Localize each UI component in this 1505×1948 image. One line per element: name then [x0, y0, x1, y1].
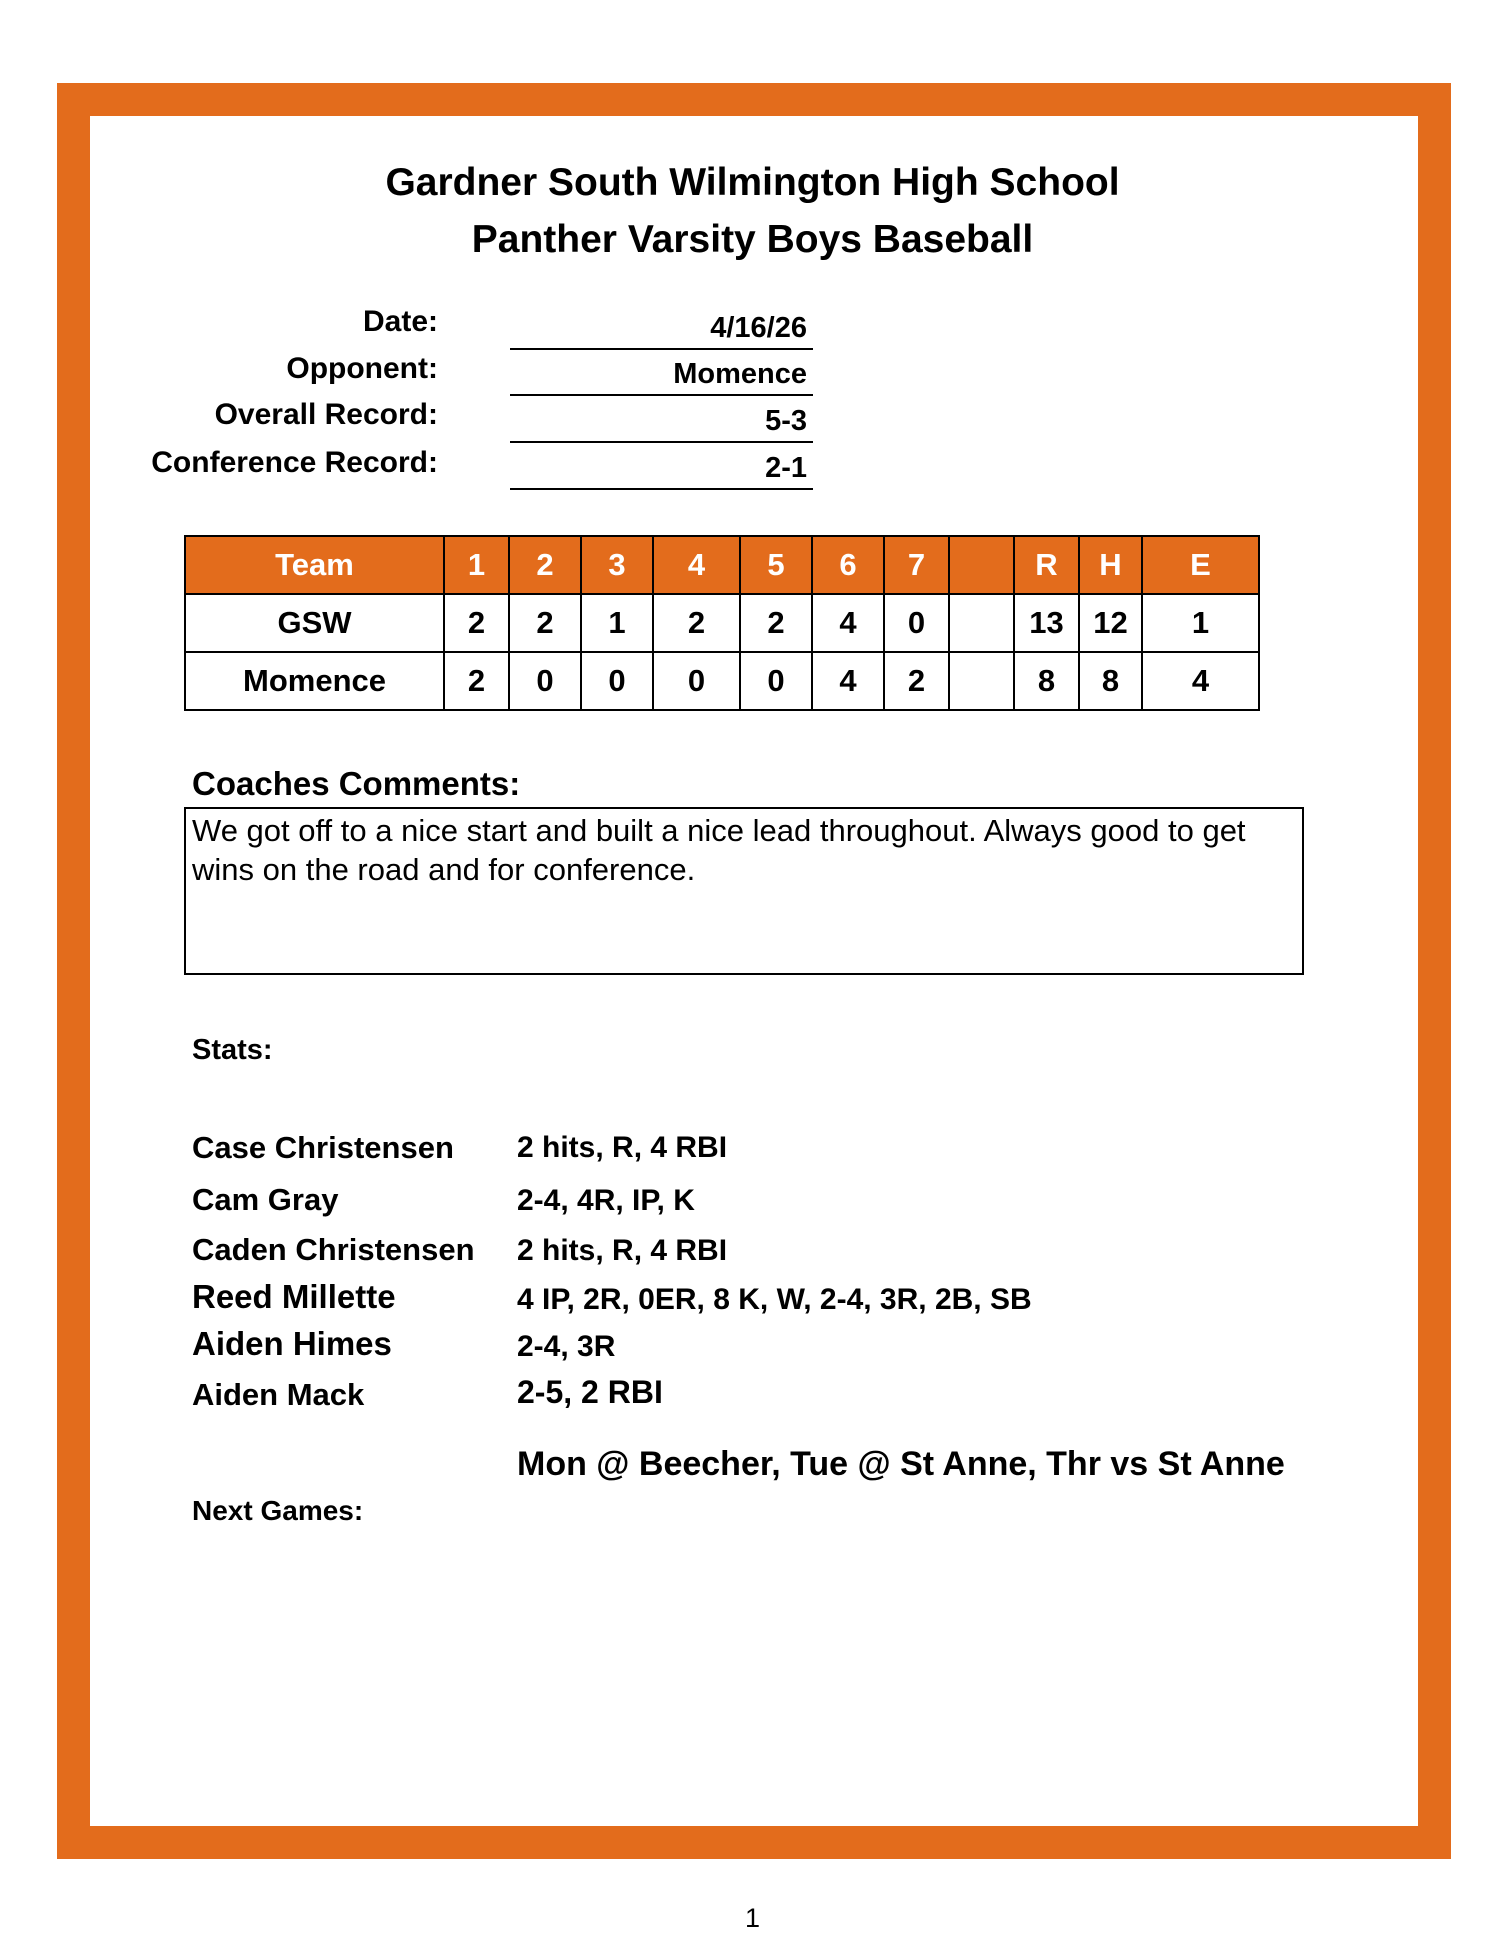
comments-text: We got off to a nice start and built a nice lead throughout. Always good to get wins on the road and for conference.: [184, 807, 1304, 975]
line-score-table: [184, 535, 1260, 711]
inning-score: 2: [740, 594, 812, 652]
header-inning-3: 3: [581, 536, 653, 594]
spacer-cell: [949, 652, 1014, 710]
conference-record-value: 2-1: [510, 448, 813, 490]
inning-score: 4: [812, 652, 884, 710]
player-stat-line: 2-5, 2 RBI: [517, 1374, 663, 1410]
player-name: Aiden Mack: [192, 1377, 365, 1412]
inning-score: 0: [581, 652, 653, 710]
player-name: Cam Gray: [192, 1182, 339, 1217]
player-stat-line: 2-4, 3R: [517, 1330, 616, 1363]
overall-record-label: Overall Record:: [214, 398, 438, 431]
inning-score: 2: [509, 594, 581, 652]
inning-score: 0: [884, 594, 949, 652]
inning-score: 2: [444, 652, 509, 710]
hits-total: 8: [1079, 652, 1142, 710]
header-inning-2: 2: [509, 536, 581, 594]
header-hits: H: [1079, 536, 1142, 594]
inning-score: 0: [653, 652, 740, 710]
opponent-label: Opponent:: [286, 352, 438, 385]
overall-record-value: 5-3: [510, 401, 813, 443]
player-name: Reed Millette: [192, 1278, 396, 1315]
score-row-gsw: [185, 594, 1259, 652]
conference-record-label: Conference Record:: [151, 446, 438, 479]
date-label: Date:: [362, 305, 438, 338]
header-inning-4: 4: [653, 536, 740, 594]
player-stat-line: 2 hits, R, 4 RBI: [517, 1131, 728, 1164]
team-name: GSW: [185, 594, 444, 652]
inning-score: 2: [653, 594, 740, 652]
inning-score: 0: [509, 652, 581, 710]
team-name: Momence: [185, 652, 444, 710]
header-inning-5: 5: [740, 536, 812, 594]
player-name: Case Christensen: [192, 1130, 454, 1165]
inning-score: 1: [581, 594, 653, 652]
runs-total: 13: [1014, 594, 1079, 652]
opponent-value: Momence: [510, 354, 813, 396]
spacer-cell: [949, 594, 1014, 652]
inning-score: 4: [812, 594, 884, 652]
runs-total: 8: [1014, 652, 1079, 710]
player-stat-line: 4 IP, 2R, 0ER, 8 K, W, 2-4, 3R, 2B, SB: [517, 1283, 1032, 1316]
player-name: Aiden Himes: [192, 1325, 392, 1362]
player-stat-line: 2-4, 4R, IP, K: [517, 1184, 695, 1217]
errors-total: 4: [1142, 652, 1259, 710]
header-spacer: [949, 536, 1014, 594]
score-row-momence: [185, 652, 1259, 710]
header-inning-6: 6: [812, 536, 884, 594]
date-value: 4/16/26: [510, 308, 813, 350]
player-name: Caden Christensen: [192, 1232, 475, 1267]
inning-score: 2: [884, 652, 949, 710]
page-number: 1: [744, 1903, 761, 1933]
score-header-row: [185, 536, 1259, 594]
inning-score: 0: [740, 652, 812, 710]
header-errors: E: [1142, 536, 1259, 594]
header-team: Team: [185, 536, 444, 594]
hits-total: 12: [1079, 594, 1142, 652]
header-runs: R: [1014, 536, 1079, 594]
next-games-value: Mon @ Beecher, Tue @ St Anne, Thr vs St Anne: [517, 1445, 1285, 1483]
stats-label: Stats:: [192, 1034, 273, 1066]
header-inning-1: 1: [444, 536, 509, 594]
next-games-label: Next Games:: [192, 1495, 364, 1526]
comments-label: Coaches Comments:: [192, 765, 521, 802]
errors-total: 1: [1142, 594, 1259, 652]
header-inning-7: 7: [884, 536, 949, 594]
player-stat-line: 2 hits, R, 4 RBI: [517, 1234, 728, 1267]
school-title: Gardner South Wilmington High School: [385, 161, 1120, 204]
team-title: Panther Varsity Boys Baseball: [471, 218, 1034, 261]
inning-score: 2: [444, 594, 509, 652]
